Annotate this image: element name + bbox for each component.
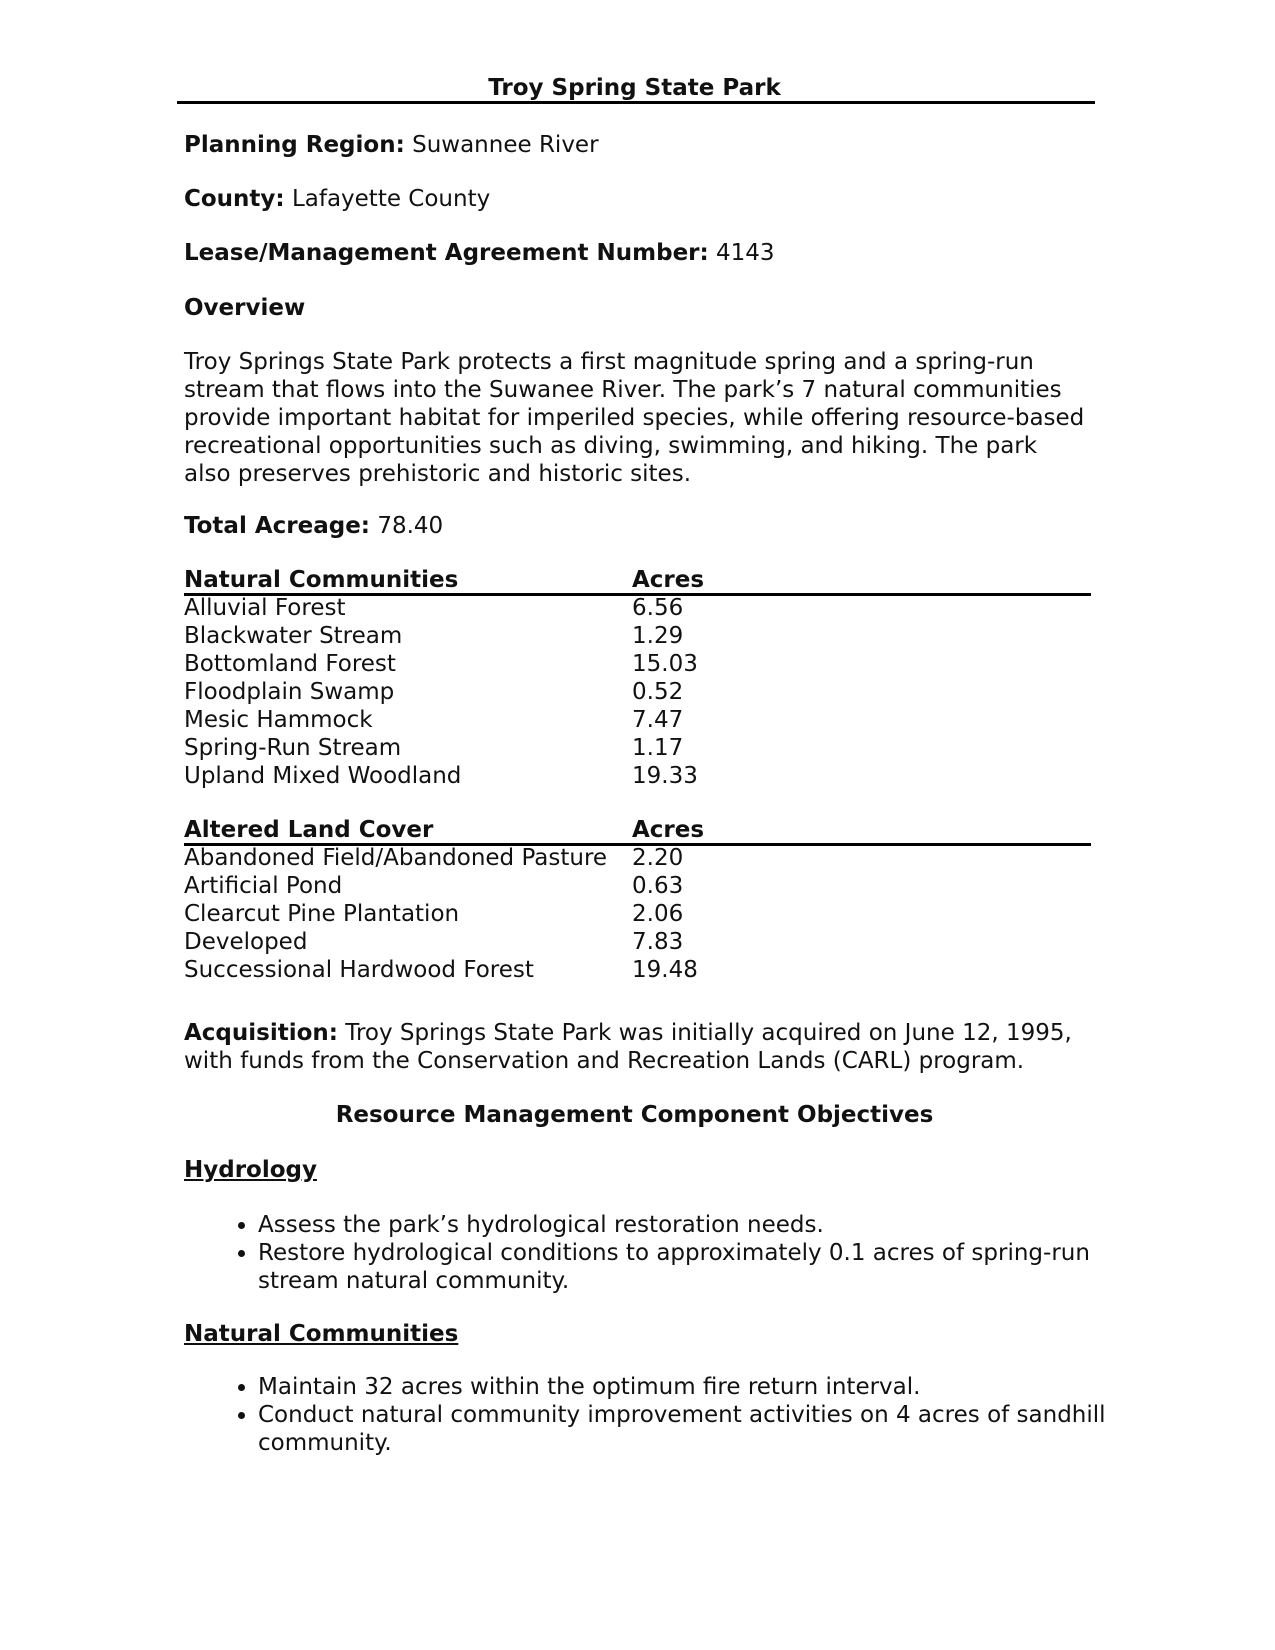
table-row: Spring-Run Stream 1.17 [184, 735, 684, 761]
table-row: Clearcut Pine Plantation 2.06 [184, 901, 684, 927]
table-row: Mesic Hammock 7.47 [184, 707, 684, 733]
planning-region-value: Suwannee River [412, 132, 599, 158]
table-header-name: Natural Communities [184, 567, 459, 593]
total-acreage-line [184, 512, 443, 540]
table-header-acres: Acres [632, 817, 705, 843]
table-row: Developed 7.83 [184, 929, 684, 955]
objectives-heading: Resource Management Component Objectives [335, 1102, 934, 1128]
natural-communities-objectives-heading: Natural Communities [184, 1321, 459, 1347]
table-row: Upland Mixed Woodland 19.33 [184, 763, 698, 789]
list-item: • Restore hydrological conditions to approximately 0.1 acres of spring-run stream natural community. [258, 1239, 1173, 1295]
hydrology-bullet-list [184, 1211, 1173, 1295]
county-value: Lafayette County [291, 186, 491, 212]
title-rule [177, 101, 1095, 104]
acquisition-text: Troy Springs State Park was initially acquired on June 12, 1995, with funds from the Conservation and Recreation Lands (CARL) program. [184, 1020, 1072, 1074]
planning-region-label: Planning Region: [184, 132, 405, 158]
acquisition-label: Acquisition: [184, 1020, 338, 1046]
total-acreage-label: Total Acreage: [184, 513, 370, 539]
table-row: Bottomland Forest 15.03 [184, 651, 698, 677]
page-title: Troy Spring State Park [488, 75, 781, 101]
table-row: Successional Hardwood Forest 19.48 [184, 957, 698, 983]
list-item: • Maintain 32 acres within the optimum fire return interval. [258, 1373, 1173, 1401]
list-item: • Conduct natural community improvement activities on 4 acres of sandhill community. [258, 1401, 1173, 1457]
overview-heading: Overview [184, 295, 306, 321]
natural-communities-bullet-list [184, 1373, 1173, 1457]
acquisition-paragraph [184, 1019, 1089, 1075]
table-row: Floodplain Swamp 0.52 [184, 679, 684, 705]
lease-label: Lease/Management Agreement Number: [184, 240, 709, 266]
table-row: Artificial Pond 0.63 [184, 873, 684, 899]
hydrology-heading: Hydrology [184, 1157, 317, 1183]
table-row: Alluvial Forest 6.56 [184, 595, 684, 621]
list-item: • Assess the park’s hydrological restoration needs. [258, 1211, 1173, 1239]
total-acreage-value: 78.40 [377, 513, 444, 539]
planning-region-line [184, 131, 599, 159]
table-row: Abandoned Field/Abandoned Pasture 2.20 [184, 845, 684, 871]
county-label: County: [184, 186, 285, 212]
table-header-acres: Acres [632, 567, 705, 593]
overview-paragraph: Troy Springs State Park protects a first magnitude spring and a spring-run stream that flows into the Suwanee River. The park’s 7 natural communities provide important habitat for imperiled species, while offering resource-based recreational opportunities such as diving, swimming, and hiking. The park also preserves prehistoric and historic sites. [184, 349, 1085, 487]
lease-value: 4143 [716, 240, 775, 266]
lease-line [184, 239, 775, 267]
table-row: Blackwater Stream 1.29 [184, 623, 684, 649]
table-header-name: Altered Land Cover [184, 817, 434, 843]
county-line [184, 185, 490, 213]
